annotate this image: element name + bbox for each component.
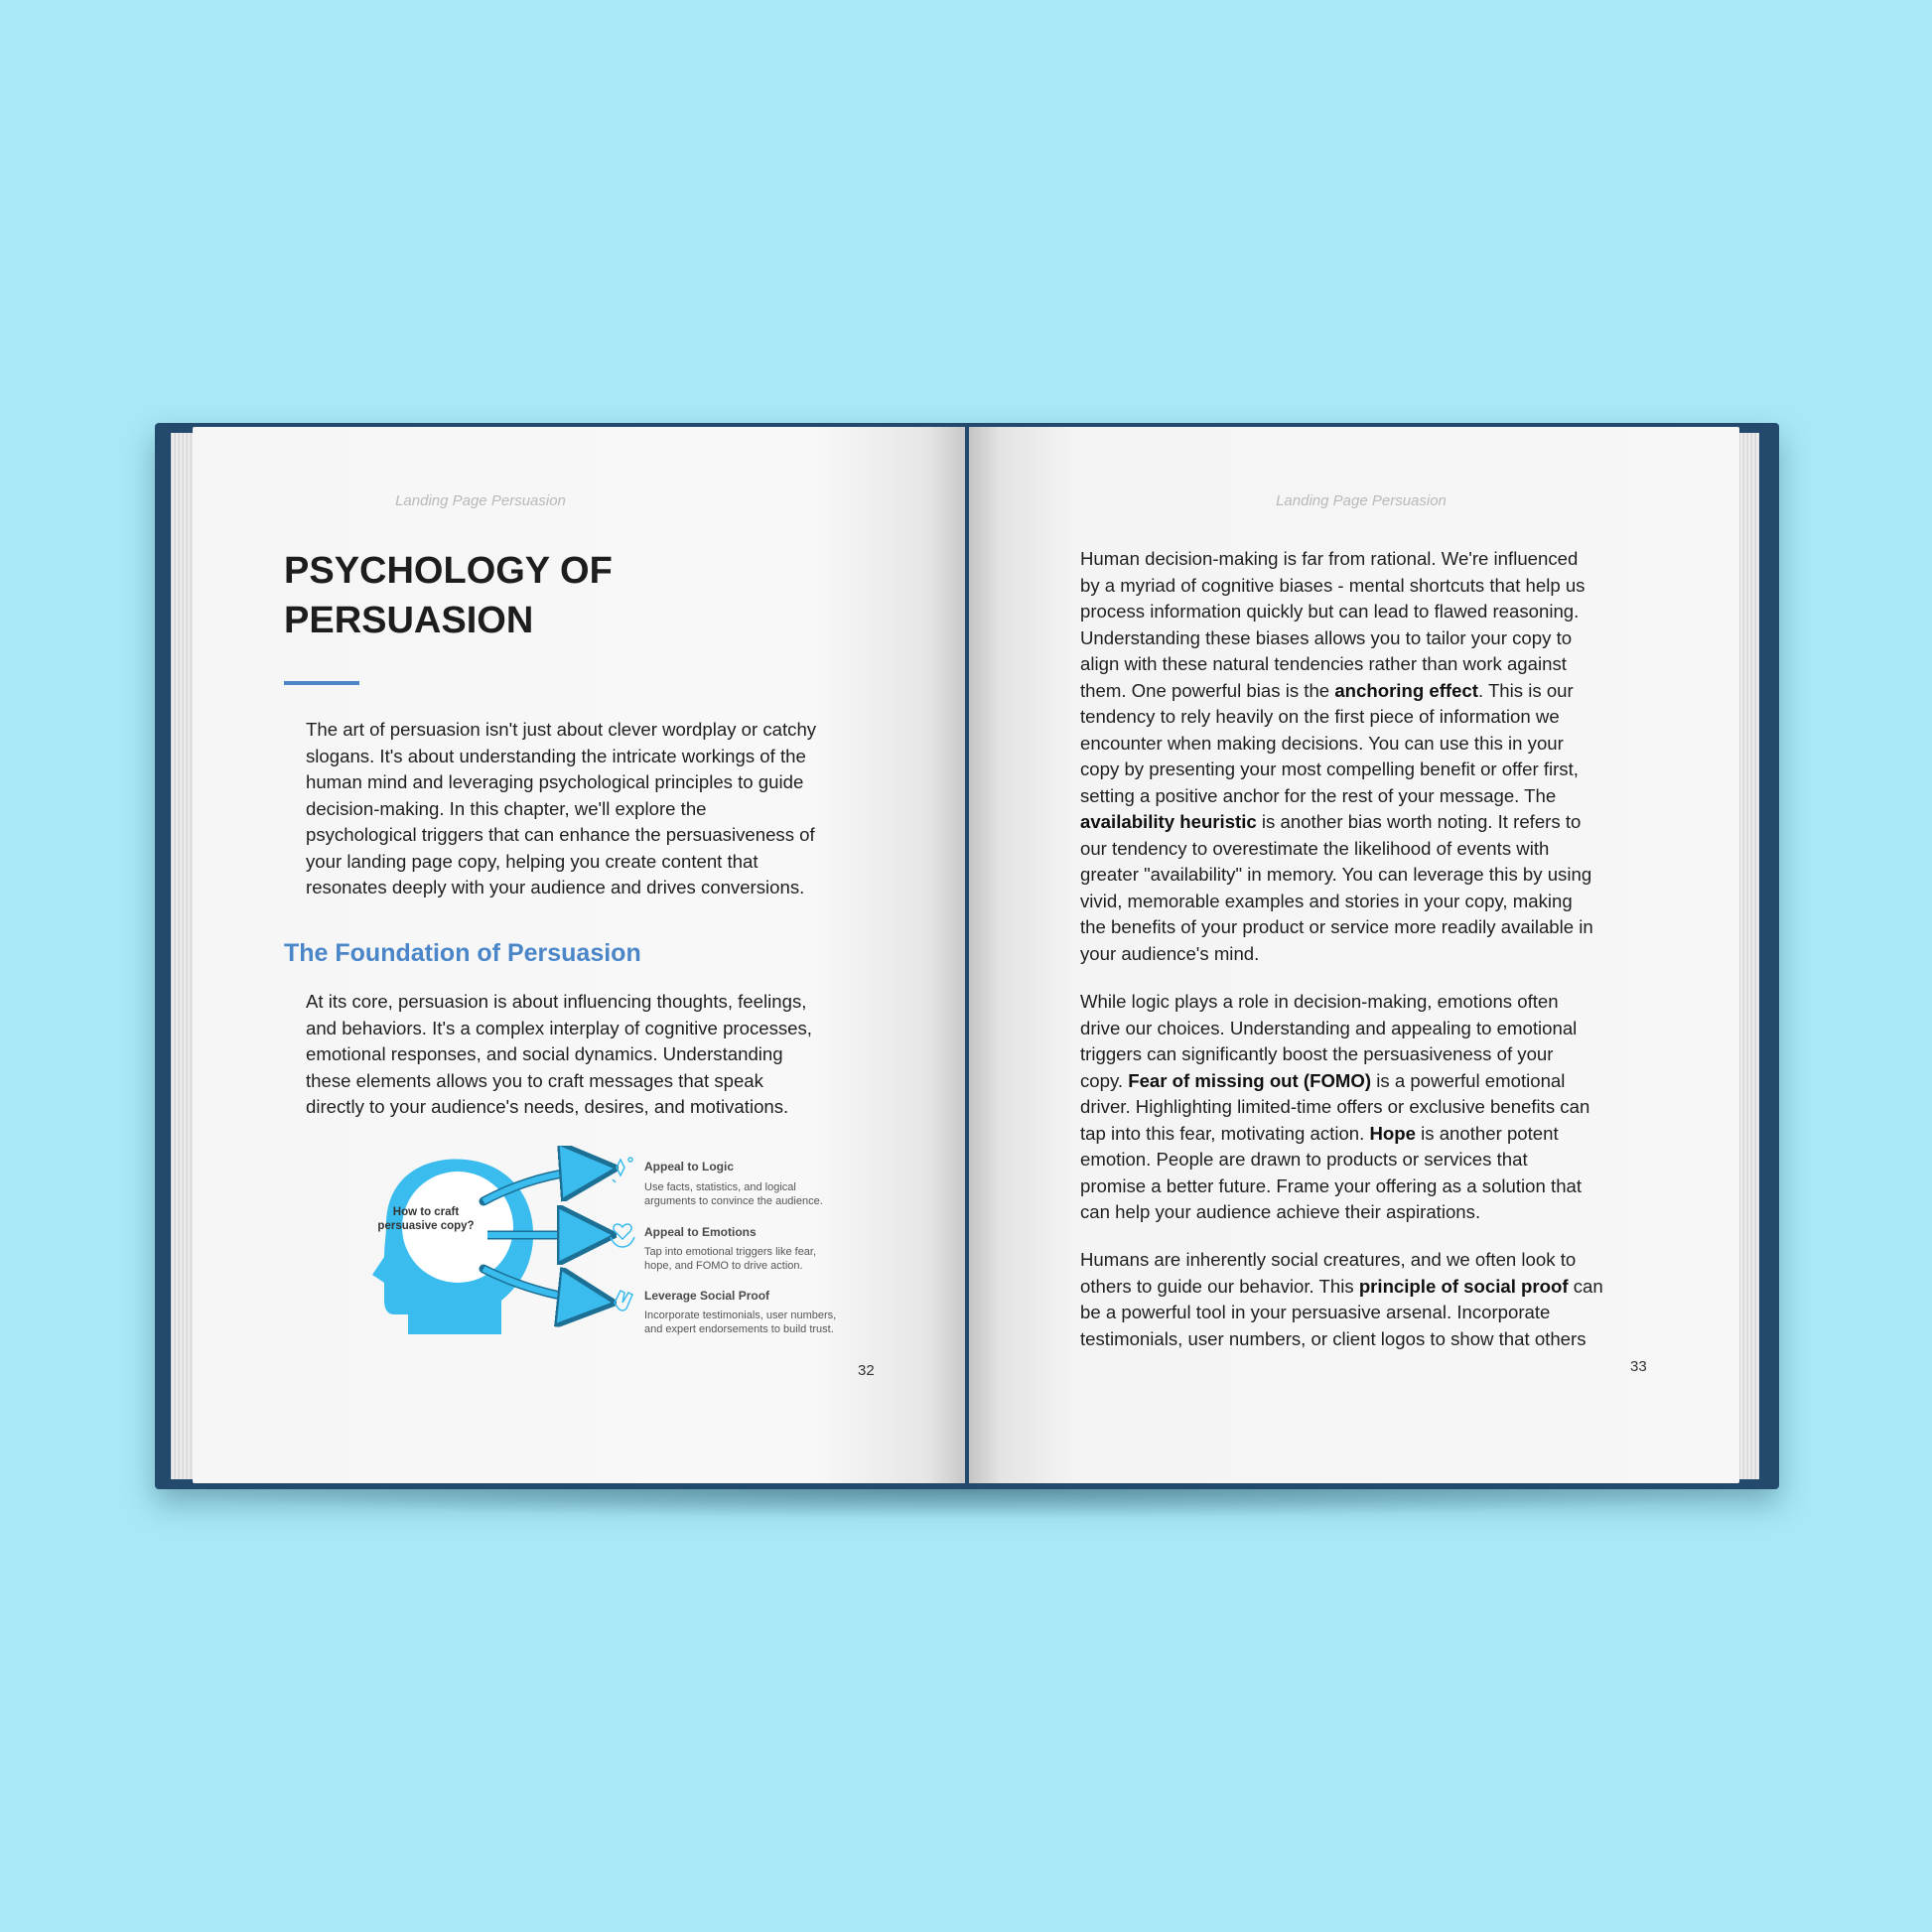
text-line: can help your audience achieve their aspirations. <box>1080 1201 1481 1222</box>
running-header: Landing Page Persuasion <box>1276 492 1447 509</box>
text-line: driver. Highlighting limited-time offers or exclusive benefits can <box>1080 1096 1590 1117</box>
bold-term: anchoring effect <box>1334 679 1478 701</box>
left-page <box>193 427 965 1483</box>
chapter-title: PSYCHOLOGY OF PERSUASION <box>284 550 613 641</box>
text-line: emotion. People are drawn to products or services that <box>1080 1149 1528 1170</box>
text-line: copy by presenting your most compelling benefit or offer first, <box>1080 759 1579 779</box>
text-line: directly to your audience's needs, desires, and motivations. <box>306 1096 789 1117</box>
info-desc-logic <box>644 1181 863 1208</box>
persuasion-infographic <box>337 1146 893 1344</box>
text-line: resonates deeply with your audience and drives conversions. <box>306 877 805 897</box>
running-header: Landing Page Persuasion <box>395 492 566 509</box>
text-line: promise a better future. Frame your offering as a solution that <box>1080 1174 1583 1196</box>
text-line: the benefits of your product or service more readily available in <box>1080 916 1593 937</box>
right-page <box>969 427 1739 1483</box>
section-heading: The Foundation of Persuasion <box>284 939 641 967</box>
text-line: tendency to rely heavily on the first piece of information we <box>1080 706 1560 727</box>
text-line: your audience's mind. <box>1080 942 1260 964</box>
social-proof-paragraph <box>1080 1247 1696 1352</box>
emotions-paragraph <box>1080 989 1696 1226</box>
text-line: align with these natural tendencies rather than work against <box>1080 653 1567 674</box>
text-line: decision-making. In this chapter, we'll explore the <box>306 797 707 819</box>
sparkle-icon <box>613 1158 632 1182</box>
text-line: tap into this fear, motivating action. Hope is another potent <box>1080 1122 1559 1144</box>
bold-term: availability heuristic <box>1080 811 1257 832</box>
text-line: our tendency to overestimate the likelihood of events with <box>1080 837 1550 859</box>
text-line: Humans are inherently social creatures, and we often look to <box>1080 1249 1577 1270</box>
text-line: At its core, persuasion is about influencing thoughts, feelings, <box>306 991 807 1012</box>
info-desc-social-proof <box>644 1310 863 1336</box>
text-line: setting a positive anchor for the rest of your message. The <box>1080 784 1557 806</box>
text-line: Incorporate testimonials, user numbers, <box>644 1310 837 1321</box>
info-desc-emotions <box>644 1246 863 1273</box>
text-line: testimonials, user numbers, or client logos to show that others <box>1080 1327 1587 1349</box>
text-line: Tap into emotional triggers like fear, <box>644 1246 817 1258</box>
intro-paragraph <box>306 717 901 901</box>
info-title-social-proof: Leverage Social Proof <box>644 1289 770 1303</box>
text-line: The art of persuasion isn't just about clever wordplay or catchy <box>306 719 817 740</box>
text-line: and behaviors. It's a complex interplay of cognitive processes, <box>306 1017 812 1038</box>
text-line: others to guide our behavior. This principle of social proof can <box>1080 1275 1603 1297</box>
text-line: triggers can significantly boost the persuasiveness of your <box>1080 1043 1554 1064</box>
page-stack-left <box>171 433 195 1479</box>
text-line: them. One powerful bias is the anchoring effect. This is our <box>1080 679 1574 701</box>
biases-paragraph <box>1080 546 1696 967</box>
title-underline <box>284 681 359 685</box>
text-line: slogans. It's about understanding the intricate workings of the <box>306 745 806 766</box>
text-line: Understanding these biases allows you to tailor your copy to <box>1080 626 1573 648</box>
text-line: Use facts, statistics, and logical <box>644 1181 796 1193</box>
text-line: availability heuristic is another bias worth noting. It refers to <box>1080 811 1582 832</box>
text-line: these elements allows you to craft messages that speak <box>306 1069 763 1091</box>
clapping-hands-icon <box>615 1291 632 1311</box>
text-line: and expert endorsements to build trust. <box>644 1322 834 1335</box>
bold-term: principle of social proof <box>1358 1275 1569 1297</box>
text-line: While logic plays a role in decision-making, emotions often <box>1080 991 1559 1012</box>
text-line: emotional responses, and social dynamics. Understanding <box>306 1043 783 1064</box>
text-line: drive our choices. Understanding and appealing to emotional <box>1080 1017 1578 1038</box>
text-line: copy. Fear of missing out (FOMO) is a powerful emotional <box>1080 1069 1566 1091</box>
text-line: psychological triggers that can enhance the persuasiveness of <box>306 824 815 845</box>
text-line: be a powerful tool in your persuasive arsenal. Incorporate <box>1080 1302 1551 1322</box>
info-title-emotions: Appeal to Emotions <box>644 1225 757 1239</box>
page-number: 32 <box>858 1362 875 1379</box>
text-line: arguments to convince the audience. <box>644 1194 823 1207</box>
infographic-center-label: How to craft persuasive copy? <box>377 1206 475 1232</box>
text-line: encounter when making decisions. You can use this in your <box>1080 732 1564 754</box>
bold-term: Fear of missing out (FOMO) <box>1128 1069 1372 1091</box>
heart-hands-icon <box>611 1224 634 1247</box>
text-line: by a myriad of cognitive biases - mental shortcuts that help us <box>1080 574 1586 596</box>
text-line: process information quickly but can lead to flawed reasoning. <box>1080 601 1580 621</box>
foundation-paragraph <box>306 989 901 1121</box>
text-line: hope, and FOMO to drive action. <box>644 1259 803 1272</box>
page-number: 33 <box>1630 1358 1647 1375</box>
text-line: greater "availability" in memory. You can leverage this by using <box>1080 864 1592 885</box>
text-line: vivid, memorable examples and stories in your copy, making <box>1080 890 1573 911</box>
info-title-logic: Appeal to Logic <box>644 1160 734 1173</box>
bold-term: Hope <box>1369 1122 1416 1144</box>
text-line: human mind and leveraging psychological principles to guide <box>306 771 804 792</box>
text-line: your landing page copy, helping you create content that <box>306 850 759 872</box>
text-line: Human decision-making is far from rational. We're influenced <box>1080 548 1579 569</box>
